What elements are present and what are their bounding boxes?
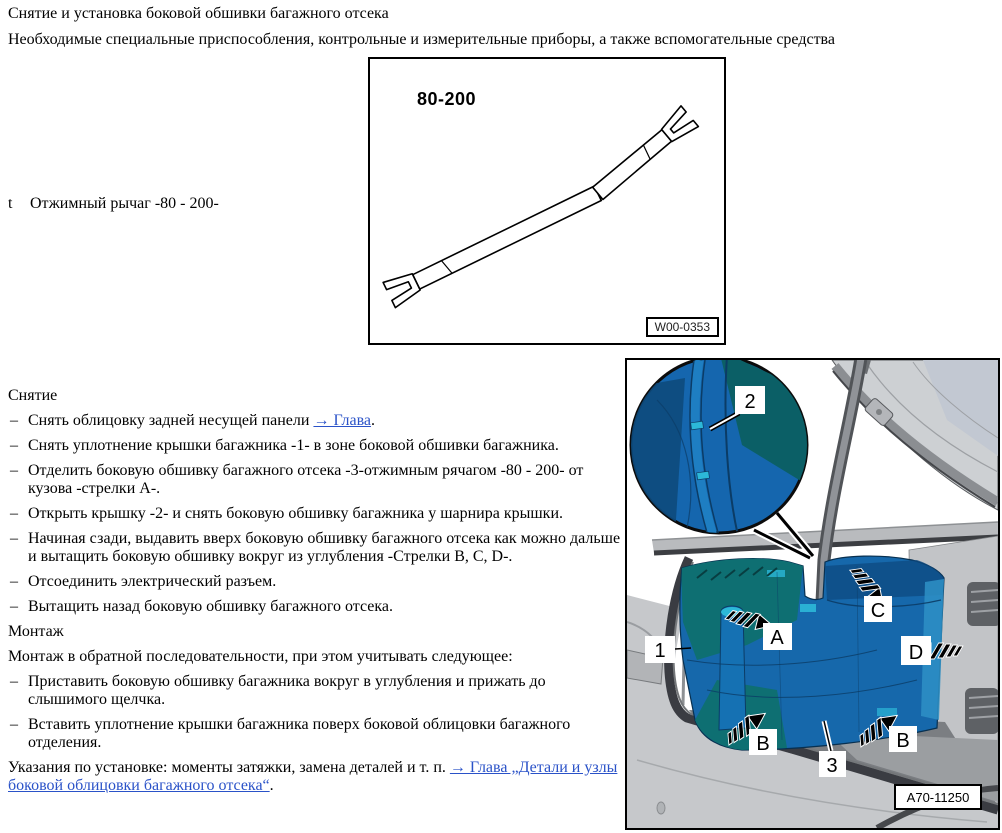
step-item xyxy=(8,462,622,498)
tool-list-item xyxy=(8,195,219,213)
step-text: Приставить боковую обшивку багажника вокруг в углубления и прижать до слышимого щелчка. xyxy=(28,673,546,708)
step-text: . xyxy=(371,412,376,429)
callout-B1 xyxy=(749,729,777,755)
chapter-link-details[interactable]: → Глава „Детали и узлы боковой облицовки багажного отсека“ xyxy=(8,759,618,794)
trunk-figure xyxy=(625,358,1000,830)
step-item xyxy=(8,673,622,709)
removal-heading: Снятие xyxy=(8,387,58,404)
installation-heading: Монтаж xyxy=(8,623,64,640)
step-text: Вставить уплотнение крышки багажника поверх боковой облицовки багажного отделения. xyxy=(28,716,571,751)
figure-code-w00: W00-0353 xyxy=(646,317,719,337)
installation-steps xyxy=(8,673,622,752)
dash-marker: – xyxy=(10,716,18,733)
dash-marker: – xyxy=(10,437,18,454)
tool-figure xyxy=(368,57,726,345)
trunk-illustration xyxy=(627,360,998,828)
step-item xyxy=(8,716,622,752)
svg-text:D: D xyxy=(908,642,924,664)
note-text: . xyxy=(269,777,274,794)
dash-marker: – xyxy=(10,412,18,429)
step-text: Отделить боковую обшивку багажного отсека -3-отжимным рячагом -80 - 200- от кузова -стрелки А-. xyxy=(28,462,584,497)
step-text: Отсоединить электрический разъем. xyxy=(28,573,277,590)
callout-C xyxy=(864,596,892,622)
page-subtitle: Необходимые специальные приспособления, контрольные и измерительные приборы, а также вспомогательные средства xyxy=(8,31,835,48)
chapter-link[interactable]: → Глава xyxy=(313,412,372,429)
step-text: Снять облицовку задней несущей панели xyxy=(28,412,314,429)
procedure-column xyxy=(8,387,622,802)
svg-text:B: B xyxy=(896,730,910,752)
svg-text:C: C xyxy=(870,600,886,622)
svg-text:B: B xyxy=(756,733,770,755)
page-title: Снятие и установка боковой обшивки багажного отсека xyxy=(8,5,389,22)
tool-note-text: Отжимный рычаг -80 - 200- xyxy=(30,195,219,212)
step-item xyxy=(8,598,622,616)
dash-marker: – xyxy=(10,462,18,479)
callout-B2 xyxy=(889,726,917,752)
step-text: Вытащить назад боковую обшивку багажного отсека. xyxy=(28,598,393,615)
step-text: Снять уплотнение крышки багажника -1- в зоне боковой обшивки багажника. xyxy=(28,437,559,454)
svg-text:A70-11250: A70-11250 xyxy=(906,790,970,805)
installation-intro: Монтаж в обратной последовательности, при этом учитывать следующее: xyxy=(8,648,513,665)
step-text: Начиная сзади, выдавить вверх боковую обшивку багажного отсека как можно дальше и вытащить боковую обшивку вокруг из углубления -Стрелки B, C, D-. xyxy=(28,530,621,565)
step-item xyxy=(8,505,622,523)
installation-note xyxy=(8,759,622,795)
note-text: Указания по установке: моменты затяжки, замена деталей и т. п. xyxy=(8,759,450,776)
callout-2-label: 2 xyxy=(744,391,756,413)
callout-A xyxy=(763,623,792,650)
step-item xyxy=(8,412,622,430)
dash-marker: – xyxy=(10,598,18,615)
dash-marker: – xyxy=(10,673,18,690)
figure-code-a70 xyxy=(895,785,981,809)
tool-number-label: 80-200 xyxy=(417,89,477,109)
step-text: Открыть крышку -2- и снять боковую обшивку багажника у шарнира крышки. xyxy=(28,505,564,522)
svg-text:1: 1 xyxy=(654,640,666,662)
callout-D xyxy=(901,636,931,665)
step-item xyxy=(8,437,622,455)
svg-text:A: A xyxy=(770,627,784,649)
tool-bullet: t xyxy=(8,195,13,212)
step-item xyxy=(8,573,622,591)
dash-marker: – xyxy=(10,505,18,522)
svg-text:3: 3 xyxy=(826,755,838,777)
removal-steps xyxy=(8,412,622,616)
dash-marker: – xyxy=(10,573,18,590)
step-item xyxy=(8,530,622,566)
dash-marker: – xyxy=(10,530,18,547)
